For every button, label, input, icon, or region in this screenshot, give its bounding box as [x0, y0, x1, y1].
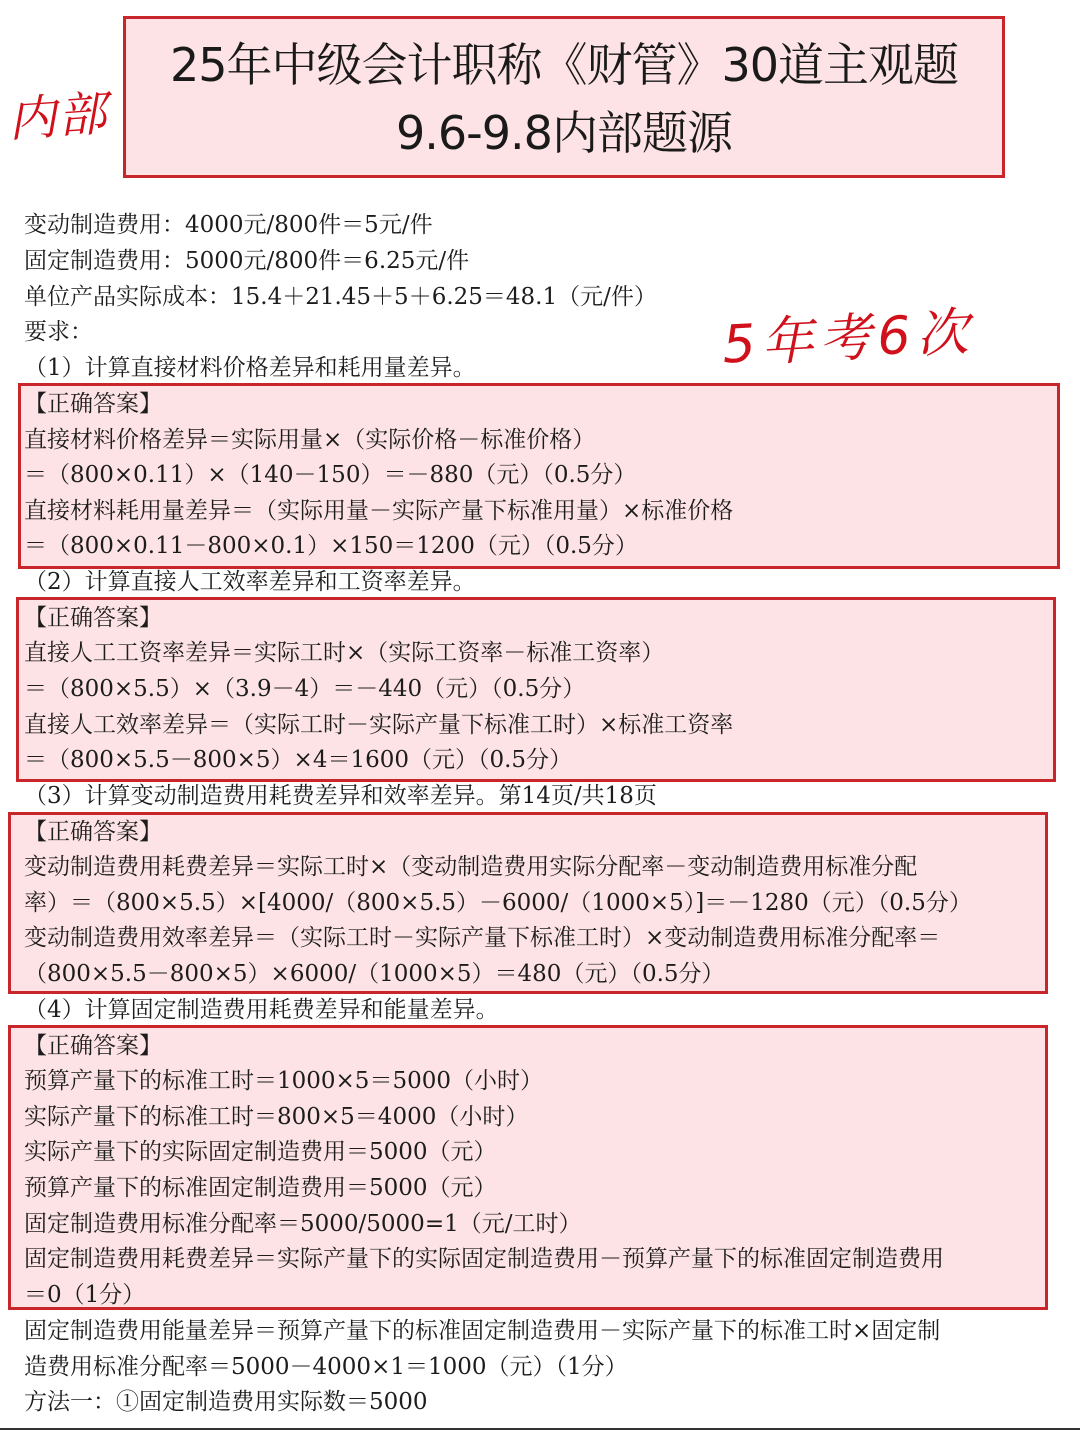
intro-line: 固定制造费用：5000元/800件＝6.25元/件 — [24, 248, 470, 274]
answer-line: 预算产量下的标准固定制造费用＝5000（元） — [24, 1175, 497, 1201]
title-line-1: 25年中级会计职称《财管》30道主观题 — [169, 38, 959, 92]
title-box — [123, 16, 1005, 178]
question-1: （1）计算直接材料价格差异和耗用量差异。 — [24, 355, 476, 381]
answer-line: 直接材料耗用量差异＝（实际用量－实际产量下标准用量）×标准价格 — [24, 498, 734, 524]
trailing-line: 固定制造费用能量差异＝预算产量下的标准固定制造费用－实际产量下的标准工时×固定制 — [24, 1318, 941, 1344]
answer-line: 率）＝（800×5.5）×[4000/（800×5.5）－6000/（1000×5）]＝－1280（元）（0.5分） — [24, 890, 972, 916]
answer-heading: 【正确答案】 — [24, 391, 162, 417]
intro-line: 单位产品实际成本：15.4＋21.45＋5＋6.25＝48.1（元/件） — [24, 284, 657, 310]
handwritten-note-frequency: 5年考6次 — [720, 302, 976, 376]
question-4: （4）计算固定制造费用耗费差异和能量差异。 — [24, 997, 499, 1023]
answer-line: ＝0（1分） — [24, 1282, 146, 1308]
answer-line: 预算产量下的标准工时＝1000×5＝5000（小时） — [24, 1068, 543, 1094]
title-line-2: 9.6-9.8内部题源 — [396, 106, 732, 160]
answer-line: 直接人工效率差异＝（实际工时－实际产量下标准工时）×标准工资率 — [24, 712, 734, 738]
answer-heading: 【正确答案】 — [24, 1033, 162, 1059]
trailing-line: 方法一：①固定制造费用实际数＝5000 — [24, 1389, 428, 1415]
answer-line: （800×5.5－800×5）×6000/（1000×5）＝480（元）（0.5分） — [24, 961, 725, 987]
answer-heading: 【正确答案】 — [24, 819, 162, 845]
question-2: （2）计算直接人工效率差异和工资率差异。 — [24, 569, 476, 595]
question-3: （3）计算变动制造费用耗费差异和效率差异。第14页/共18页 — [24, 783, 657, 809]
bottom-rule — [0, 1428, 1080, 1430]
answer-line: 直接材料价格差异＝实际用量×（实际价格－标准价格） — [24, 427, 596, 453]
answer-line: 固定制造费用标准分配率＝5000/5000=1（元/工时） — [24, 1211, 582, 1237]
answer-line: 固定制造费用耗费差异＝实际产量下的实际固定制造费用－预算产量下的标准固定制造费用 — [24, 1246, 944, 1272]
answer-line: 变动制造费用效率差异＝（实际工时－实际产量下标准工时）×变动制造费用标准分配率＝ — [24, 925, 941, 951]
trailing-line: 造费用标准分配率＝5000－4000×1＝1000（元）（1分） — [24, 1354, 628, 1380]
answer-line: 实际产量下的实际固定制造费用＝5000（元） — [24, 1139, 497, 1165]
answer-line: 变动制造费用耗费差异＝实际工时×（变动制造费用实际分配率－变动制造费用标准分配 — [24, 854, 918, 880]
answer-line: 实际产量下的标准工时＝800×5＝4000（小时） — [24, 1104, 529, 1130]
answer-line: ＝（800×0.11－800×0.1）×150＝1200（元）（0.5分） — [24, 533, 638, 559]
answer-heading: 【正确答案】 — [24, 605, 162, 631]
answer-line: ＝（800×0.11）×（140－150）＝－880（元）（0.5分） — [24, 462, 637, 488]
intro-line: 变动制造费用：4000元/800件＝5元/件 — [24, 212, 433, 238]
intro-line: 要求： — [24, 319, 93, 345]
answer-line: 直接人工工资率差异＝实际工时×（实际工资率－标准工资率） — [24, 640, 665, 666]
answer-line: ＝（800×5.5－800×5）×4＝1600（元）（0.5分） — [24, 747, 573, 773]
answer-line: ＝（800×5.5）×（3.9－4）＝－440（元）（0.5分） — [24, 676, 586, 702]
handwritten-note-internal: 内部 — [6, 85, 111, 149]
